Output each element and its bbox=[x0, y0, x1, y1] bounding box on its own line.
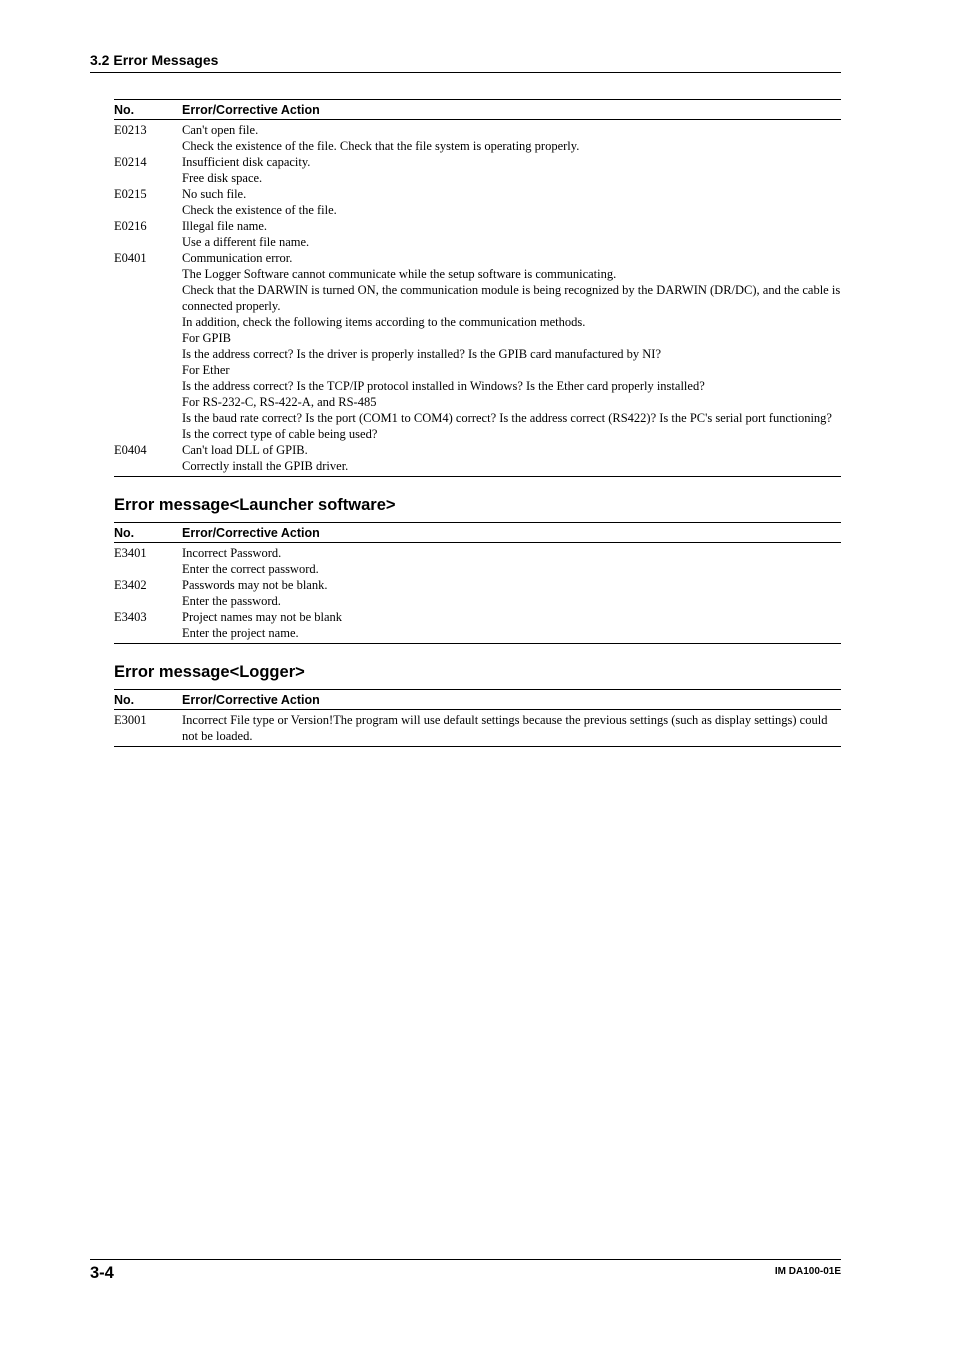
column-header-action: Error/Corrective Action bbox=[182, 690, 841, 710]
error-table bbox=[114, 689, 841, 747]
corrective-action bbox=[182, 120, 841, 155]
table-row bbox=[114, 543, 841, 578]
table-row bbox=[114, 442, 841, 477]
table-row bbox=[114, 186, 841, 218]
corrective-action bbox=[182, 710, 841, 747]
error-code: E3401 bbox=[114, 546, 147, 560]
error-code: E0216 bbox=[114, 219, 147, 233]
action-line: Correctly install the GPIB driver. bbox=[182, 459, 349, 473]
table-header-row bbox=[114, 523, 841, 543]
corrective-action bbox=[182, 218, 841, 250]
table-row bbox=[114, 609, 841, 644]
error-code: E0215 bbox=[114, 187, 147, 201]
action-line: Check the existence of the file. bbox=[182, 203, 337, 217]
column-header-no: No. bbox=[114, 523, 182, 543]
corrective-action bbox=[182, 609, 841, 644]
error-code: E0213 bbox=[114, 123, 147, 137]
column-header-action: Error/Corrective Action bbox=[182, 100, 841, 120]
error-table bbox=[114, 99, 841, 477]
table-row bbox=[114, 710, 841, 747]
error-code: E3403 bbox=[114, 609, 182, 644]
action-line: Insufficient disk capacity. bbox=[182, 155, 311, 169]
action-line: Check that the DARWIN is turned ON, the communication module is being recognized by the DARWIN (DR/DC), and the cable is connected properly. bbox=[182, 283, 841, 313]
action-line: The Logger Software cannot communicate while the setup software is communicating. bbox=[182, 267, 617, 281]
error-code: E0401 bbox=[114, 251, 147, 265]
section-title: 3.2 Error Messages bbox=[90, 52, 219, 68]
action-line: For GPIB bbox=[182, 331, 231, 345]
table-header-row bbox=[114, 690, 841, 710]
error-tables bbox=[114, 99, 841, 747]
column-header-no: No. bbox=[114, 100, 182, 120]
table-row bbox=[114, 250, 841, 442]
action-line: Can't load DLL of GPIB. bbox=[182, 443, 308, 457]
action-line: Is the address correct? Is the TCP/IP protocol installed in Windows? Is the Ether card properly installed? bbox=[182, 379, 705, 393]
corrective-action bbox=[182, 250, 841, 442]
action-line: Incorrect File type or Version!The program will use default settings because the previous settings (such as display settings) could not be loaded. bbox=[182, 713, 828, 743]
section-heading: Error message<Logger> bbox=[114, 663, 305, 681]
page-footer bbox=[90, 1259, 841, 1286]
action-line: Communication error. bbox=[182, 251, 293, 265]
action-line: Enter the project name. bbox=[182, 626, 299, 640]
action-line: Is the address correct? Is the driver is properly installed? Is the GPIB card manufactured by NI? bbox=[182, 347, 661, 361]
action-line: In addition, check the following items according to the communication methods. bbox=[182, 315, 586, 329]
action-line: Free disk space. bbox=[182, 171, 263, 185]
action-line: For Ether bbox=[182, 363, 230, 377]
section-heading: Error message<Launcher software> bbox=[114, 496, 396, 514]
action-line: Passwords may not be blank. bbox=[182, 578, 328, 592]
action-line: Is the baud rate correct? Is the port (COM1 to COM4) correct? Is the address correct (RS422)? Is the PC's serial port functioning? Is the correct type of cable being used? bbox=[182, 411, 832, 441]
action-line: Incorrect Password. bbox=[182, 546, 282, 560]
action-line: Enter the password. bbox=[182, 594, 281, 608]
action-line: For RS-232-C, RS-422-A, and RS-485 bbox=[182, 395, 377, 409]
action-line: No such file. bbox=[182, 187, 247, 201]
table-row bbox=[114, 154, 841, 186]
error-code: E3001 bbox=[114, 710, 182, 747]
action-line: Project names may not be blank bbox=[182, 610, 343, 624]
table-row bbox=[114, 120, 841, 155]
column-header-action: Error/Corrective Action bbox=[182, 523, 841, 543]
corrective-action bbox=[182, 186, 841, 218]
corrective-action bbox=[182, 577, 841, 609]
page-header bbox=[90, 51, 841, 73]
table-row bbox=[114, 218, 841, 250]
error-code: E0404 bbox=[114, 442, 182, 477]
table-header-row bbox=[114, 100, 841, 120]
corrective-action bbox=[182, 543, 841, 578]
corrective-action bbox=[182, 442, 841, 477]
page-number: 3-4 bbox=[90, 1264, 114, 1282]
error-code: E0214 bbox=[114, 155, 147, 169]
table-row bbox=[114, 577, 841, 609]
action-line: Use a different file name. bbox=[182, 235, 310, 249]
document-id: IM DA100-01E bbox=[774, 1266, 841, 1277]
error-table bbox=[114, 522, 841, 644]
corrective-action bbox=[182, 154, 841, 186]
action-line: Illegal file name. bbox=[182, 219, 268, 233]
action-line: Enter the correct password. bbox=[182, 562, 319, 576]
action-line: Check the existence of the file. Check that the file system is operating properly. bbox=[182, 139, 580, 153]
error-code: E3402 bbox=[114, 578, 147, 592]
column-header-no: No. bbox=[114, 690, 182, 710]
action-line: Can't open file. bbox=[182, 123, 259, 137]
